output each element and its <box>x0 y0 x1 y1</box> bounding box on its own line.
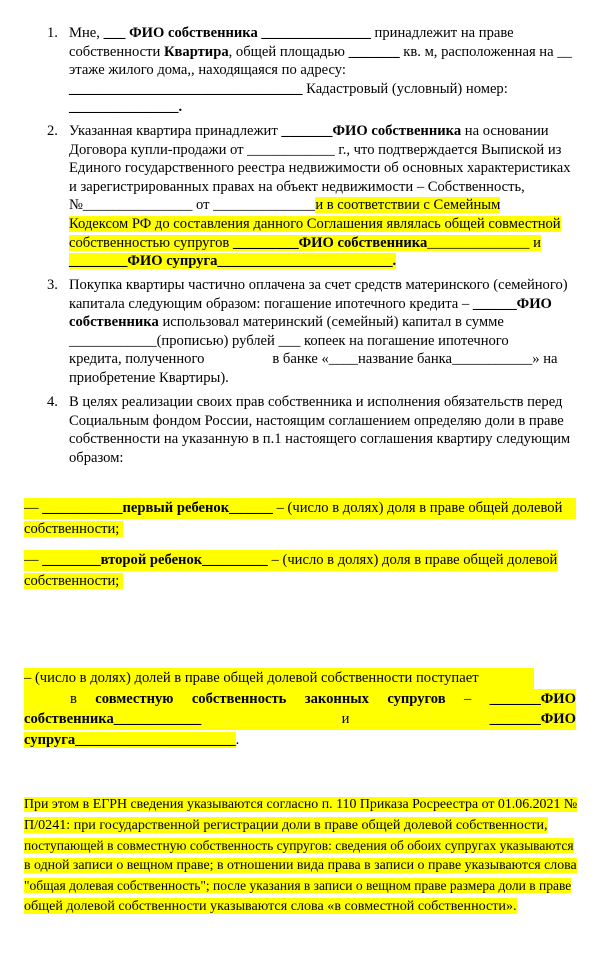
clause-line: образом: <box>69 449 124 466</box>
clause-line <box>69 122 575 141</box>
spouse-name-placeholder: супруга______________________ <box>24 731 236 748</box>
text-run: Кадастровый (условный) номер: <box>302 80 508 97</box>
note-line: П/0241: при государственной регистрации доли в праве общей долевой собственности, <box>24 817 548 834</box>
clause-line: Социальным фондом России, настоящим соглашением определяю доли в праве <box>69 412 564 429</box>
clause-line: и зарегистрированных правах на объект недвижимости – Собственность, <box>69 178 525 195</box>
text-run: использовал материнский (семейный) капитал в сумме <box>158 314 504 331</box>
clause-line <box>69 234 575 253</box>
spouse-name-placeholder: _______ФИО <box>489 711 576 727</box>
note-line: "общая долевая собственность"; после указания в записи о вещном праве размера доли в праве <box>24 878 572 894</box>
address-field: ________________________________ <box>69 80 303 97</box>
clause-line: Договора купли-продажи от ____________ г., что подтверждается Выпиской из <box>69 141 562 158</box>
owner-name-placeholder: собственника <box>69 314 159 331</box>
blank-field: ___ <box>103 25 126 41</box>
highlighted-text <box>69 235 541 251</box>
clause-line <box>69 24 575 43</box>
owner-name-placeholder: _______ФИО <box>489 690 576 707</box>
clause-line <box>69 295 575 314</box>
share-line <box>24 498 576 519</box>
share-line <box>24 571 558 592</box>
share-first-child <box>24 498 576 539</box>
joint-ownership-clause <box>24 668 576 750</box>
note-line: общей долевой собственности указываются слова «в совместной собственности». <box>24 898 517 915</box>
clause-line: собственности на указанную в п.1 настоящего соглашения квартиру следующим <box>69 431 571 448</box>
text-run: – (число в долях) доля в праве общей долевой <box>267 552 558 568</box>
clause-line: Покупка квартиры частично оплачена за счет средств материнского (семейного) <box>69 277 568 293</box>
text-run: . <box>235 731 240 748</box>
share-second-child <box>24 550 558 591</box>
text-run: в банке «____название банка___________» на <box>272 351 558 368</box>
highlighted-text: собственности; <box>24 573 123 589</box>
joint-line <box>24 689 576 710</box>
text-run: , общей площадью <box>228 43 349 60</box>
clause-number: 4. <box>47 394 58 410</box>
text-run: на основании <box>461 123 549 139</box>
clause-line: приобретение Квартиры). <box>69 369 229 386</box>
clause-line: Единого государственного реестра недвижимости об основных характеристиках <box>69 160 571 177</box>
word: и <box>341 711 350 727</box>
clause-line <box>69 350 575 369</box>
text-run: Указанная квартира принадлежит <box>69 123 282 139</box>
share-line <box>24 550 558 571</box>
word: законных <box>304 690 369 707</box>
word: собственность <box>191 690 287 707</box>
text-run: капитала следующим образом: погашение ипотечного кредита – <box>69 295 473 312</box>
clause-number: 2. <box>47 123 58 139</box>
clause-line <box>69 252 575 271</box>
text-run: собственностью супругов <box>69 234 233 251</box>
child-name-placeholder: ________второй ребенок_________ <box>42 552 268 568</box>
highlighted-text <box>24 732 236 748</box>
spouse-name-placeholder: ________ФИО супруга________________________. <box>69 253 397 270</box>
word: супругов <box>387 690 446 707</box>
text-run: принадлежит на праве <box>370 25 514 41</box>
joint-line <box>24 668 576 689</box>
share-line <box>24 519 576 540</box>
text-run: кв. м, расположенная на __ <box>399 43 572 60</box>
highlighted-text: Кодексом РФ до составления данного Соглашения являлась общей совместной <box>69 215 561 232</box>
joint-line <box>24 730 576 751</box>
dash: — <box>24 552 43 568</box>
child-name-placeholder: ___________первый ребенок______ <box>42 500 273 516</box>
owner-name-placeholder: _______ФИО собственника <box>281 123 462 139</box>
clause-number: 1. <box>47 25 58 41</box>
owner-name-placeholder: ______ФИО <box>472 295 552 312</box>
area-field: _______ <box>348 43 400 60</box>
clause-line <box>69 43 575 62</box>
clause-line: В целях реализации своих прав собственника и исполнения обязательств перед <box>69 394 563 410</box>
property-type: Квартира <box>163 43 229 60</box>
note-line: в одной записи о вещном праве; в отношении вида права в записи о праве указываются слова <box>24 857 577 873</box>
clause-line: ____________(прописью) рублей ___ копеек на погашение ипотечного <box>69 332 509 349</box>
word: совместную <box>95 690 174 707</box>
text-run: собственности <box>69 43 164 60</box>
egrn-note <box>24 795 576 917</box>
blank-field: ______________ <box>427 234 530 251</box>
clause-line: этаже жилого дома,, находящаяся по адресу: <box>69 62 346 79</box>
text-run: – (число в долях) доля в праве общей долевой <box>272 500 563 516</box>
note-line: При этом в ЕГРН сведения указываются согласно п. 110 Приказа Росреестра от 01.06.2021 № <box>24 797 578 812</box>
clause-line <box>69 215 575 234</box>
owner-name-placeholder: _________ФИО собственника <box>232 234 428 251</box>
clause-line <box>69 196 575 215</box>
clause-line <box>69 80 575 99</box>
owner-name-placeholder: ФИО собственника <box>125 25 262 41</box>
text-run: кредита, полученного <box>69 351 205 368</box>
highlighted-text: и в соответствии с Семейным <box>315 197 501 214</box>
text-run: Мне, <box>69 25 104 41</box>
blank-field: _______________ <box>261 25 371 41</box>
note-line: поступающей в совместную собственность супругов: сведения об обоих супругах указываются <box>24 837 574 853</box>
text-run: и <box>529 234 541 251</box>
cadastral-number-field: _______________. <box>69 99 183 116</box>
clause-line <box>69 313 575 332</box>
word: в <box>70 690 77 707</box>
highlighted-text: собственности; <box>24 521 123 537</box>
joint-line <box>24 709 576 730</box>
clause-number: 3. <box>47 277 58 293</box>
owner-name-placeholder: собственника____________ <box>24 711 202 727</box>
text-run: №_______________ от ______________ <box>69 197 316 214</box>
highlighted-text: – (число в долях) долей в праве общей долевой собственности поступает <box>24 668 534 689</box>
dash: – <box>463 690 472 707</box>
dash: — <box>24 500 43 516</box>
